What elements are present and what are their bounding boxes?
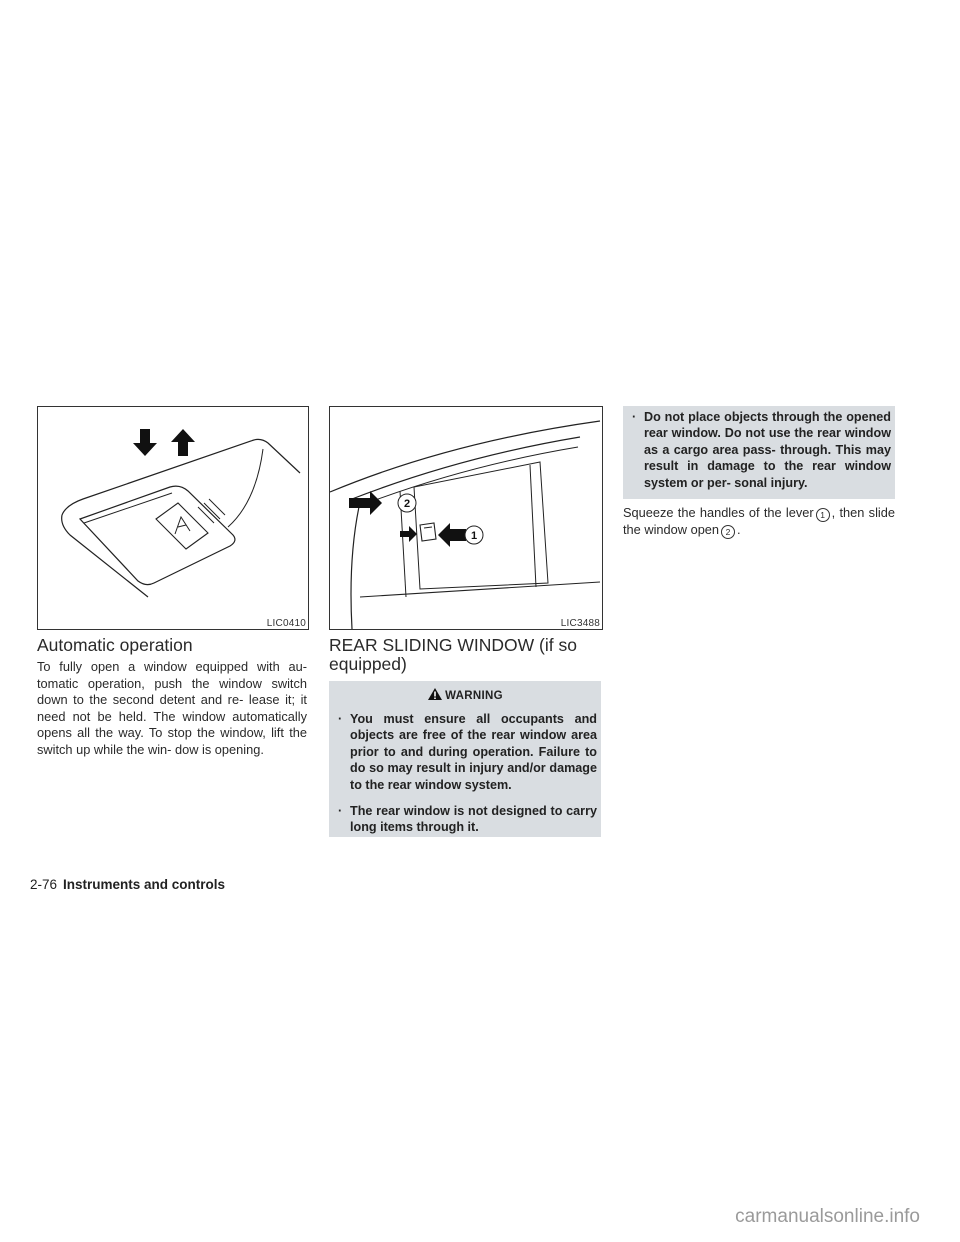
arrow-1-icon <box>438 523 466 547</box>
warning-label: WARNING <box>445 690 503 702</box>
figure-window-switch <box>37 406 309 630</box>
window-switch-illustration <box>38 407 308 629</box>
watermark: carmanualsonline.info <box>735 1206 920 1227</box>
chapter-title: Instruments and controls <box>63 877 226 892</box>
up-arrow-icon <box>171 429 195 456</box>
callout-2-inline: 2 <box>721 525 735 539</box>
callout-2-label: 2 <box>403 498 411 510</box>
warning-text: Do not place objects through the opened rear window. Do not use the rear window as a cargo area pass- through. This may result in damage to the rear window system or per- sonal injury. <box>644 410 891 490</box>
rear-sliding-window-heading: REAR SLIDING WINDOW (if so equipped) <box>329 635 577 674</box>
automatic-operation-text: To fully open a window equipped with au- tomatic operation, push the window switch down to the second detent and re- lease it; it need not be held. The window automatically opens all the way. To stop the window, lift the switch up while the win- dow is opening. <box>37 659 307 757</box>
bullet: · <box>338 712 343 726</box>
warning-text: The rear window is not designed to carry long items through it. <box>350 804 597 835</box>
callout-1-label: 1 <box>470 530 478 542</box>
figure-code: LIC0410 <box>266 618 306 629</box>
callout-1-inline: 1 <box>816 508 830 522</box>
warning-box-continued <box>623 406 895 499</box>
instruction-part-2: , then slide the window open <box>623 505 895 537</box>
page-number: 2-76 <box>30 877 58 892</box>
bullet: · <box>632 410 637 424</box>
rear-window-illustration <box>330 407 602 629</box>
warning-item-1 <box>338 711 597 793</box>
figure-rear-sliding-window <box>329 406 603 630</box>
warning-box <box>329 681 601 837</box>
lever-instruction <box>623 505 895 539</box>
warning-icon <box>427 687 443 701</box>
instruction-part-3: . <box>737 522 741 537</box>
warning-item-3 <box>632 409 891 491</box>
warning-text: You must ensure all occupants and objects are free of the rear window area prior to and during operation. Failure to do so may result in injury and/or damage to the rear window system. <box>350 712 597 792</box>
warning-header <box>329 687 601 702</box>
down-arrow-icon <box>133 429 157 456</box>
figure-code: LIC3488 <box>560 618 600 629</box>
page-footer <box>30 877 225 892</box>
warning-item-2 <box>338 803 597 836</box>
instruction-part-1: Squeeze the handles of the lever <box>623 505 814 520</box>
bullet: · <box>338 804 343 818</box>
arrow-2-icon <box>349 491 382 515</box>
automatic-operation-heading: Automatic operation <box>37 635 193 655</box>
lever-icon <box>420 523 436 541</box>
